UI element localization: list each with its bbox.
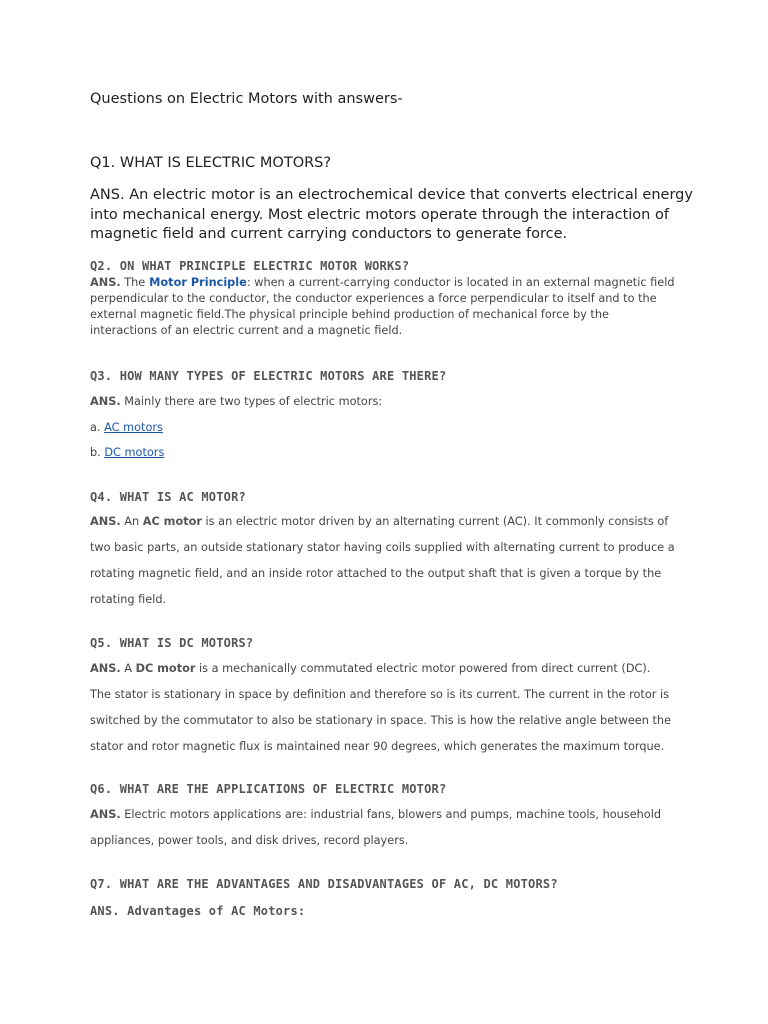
ans-label: ANS. [90, 515, 121, 528]
q2-answer-line: ANS. The Motor Principle: when a current-carrying conductor is located in an external magnetic field [90, 276, 675, 289]
q4-answer-line: rotating field. [90, 593, 167, 606]
q2-answer-line: external magnetic field.The physical principle behind production of mechanical force by the [90, 308, 609, 321]
q7-question: Q7. WHAT ARE THE ADVANTAGES AND DISADVANTAGES OF AC, DC MOTORS? [90, 877, 558, 891]
q5-question: Q5. WHAT IS DC MOTORS? [90, 636, 254, 650]
q1-answer-line: magnetic field and current carrying conductors to generate force. [90, 226, 568, 242]
q6-question: Q6. WHAT ARE THE APPLICATIONS OF ELECTRIC MOTOR? [90, 782, 447, 796]
q1-answer [90, 186, 693, 245]
q2-answer-line: perpendicular to the conductor, the conductor experiences a force perpendicular to itself and to the [90, 292, 657, 305]
document-title: Questions on Electric Motors with answers- [90, 91, 403, 107]
dc-motors-link[interactable]: DC motors [104, 446, 165, 459]
dc-motor-term: DC motor [135, 662, 196, 675]
q4-answer [90, 509, 675, 613]
q5-answer-line: switched by the commutator to also be stationary in space. This is how the relative angle between the [90, 714, 672, 727]
q2-answer-line: interactions of an electric current and a magnetic field. [90, 324, 403, 337]
q3-answer: ANS. Mainly there are two types of electric motors: [90, 395, 383, 408]
q5-answer-line: ANS. A DC motor is a mechanically commutated electric motor powered from direct current (DC). [90, 662, 651, 675]
q5-answer-line: The stator is stationary in space by definition and therefore so is its current. The current in the rotor is [90, 688, 669, 701]
q3-question: Q3. HOW MANY TYPES OF ELECTRIC MOTORS ARE THERE? [90, 369, 447, 383]
q1-question: Q1. WHAT IS ELECTRIC MOTORS? [90, 155, 332, 171]
ans-label: ANS. [90, 395, 121, 408]
q1-answer-line: into mechanical energy. Most electric motors operate through the interaction of [90, 206, 669, 223]
q2-answer [90, 275, 675, 339]
ans-label: ANS. [90, 662, 121, 675]
q4-answer-line: ANS. An AC motor is an electric motor driven by an alternating current (AC). It commonly consists of [90, 515, 669, 528]
q4-question: Q4. WHAT IS AC MOTOR? [90, 490, 246, 504]
ac-motors-link[interactable]: AC motors [104, 421, 163, 434]
ac-motor-term: AC motor [142, 515, 202, 528]
ans-label: ANS. [90, 276, 121, 289]
q5-answer [90, 656, 671, 760]
q3-item-a: a. AC motors [90, 421, 163, 434]
q4-answer-line: two basic parts, an outside stationary stator having coils supplied with alternating current to produce a [90, 541, 675, 554]
ans-label: ANS. [90, 808, 121, 821]
motor-principle-link[interactable]: Motor Principle [145, 276, 247, 289]
q4-answer-line: rotating magnetic field, and an inside rotor attached to the output shaft that is given a torque by the [90, 567, 662, 580]
q5-answer-line: stator and rotor magnetic flux is maintained near 90 degrees, which generates the maximum torque. [90, 740, 665, 753]
q6-answer-line: ANS. Electric motors applications are: industrial fans, blowers and pumps, machine tools, household [90, 808, 662, 821]
q6-answer-line: appliances, power tools, and disk drives, record players. [90, 834, 409, 847]
q6-answer [90, 802, 661, 854]
q2-question: Q2. ON WHAT PRINCIPLE ELECTRIC MOTOR WORKS? [90, 259, 410, 273]
q7-answer: ANS. Advantages of AC Motors: [90, 904, 306, 918]
q3-item-b: b. DC motors [90, 446, 165, 459]
q1-answer-line: ANS. An electric motor is an electrochemical device that converts electrical energy [90, 187, 693, 203]
